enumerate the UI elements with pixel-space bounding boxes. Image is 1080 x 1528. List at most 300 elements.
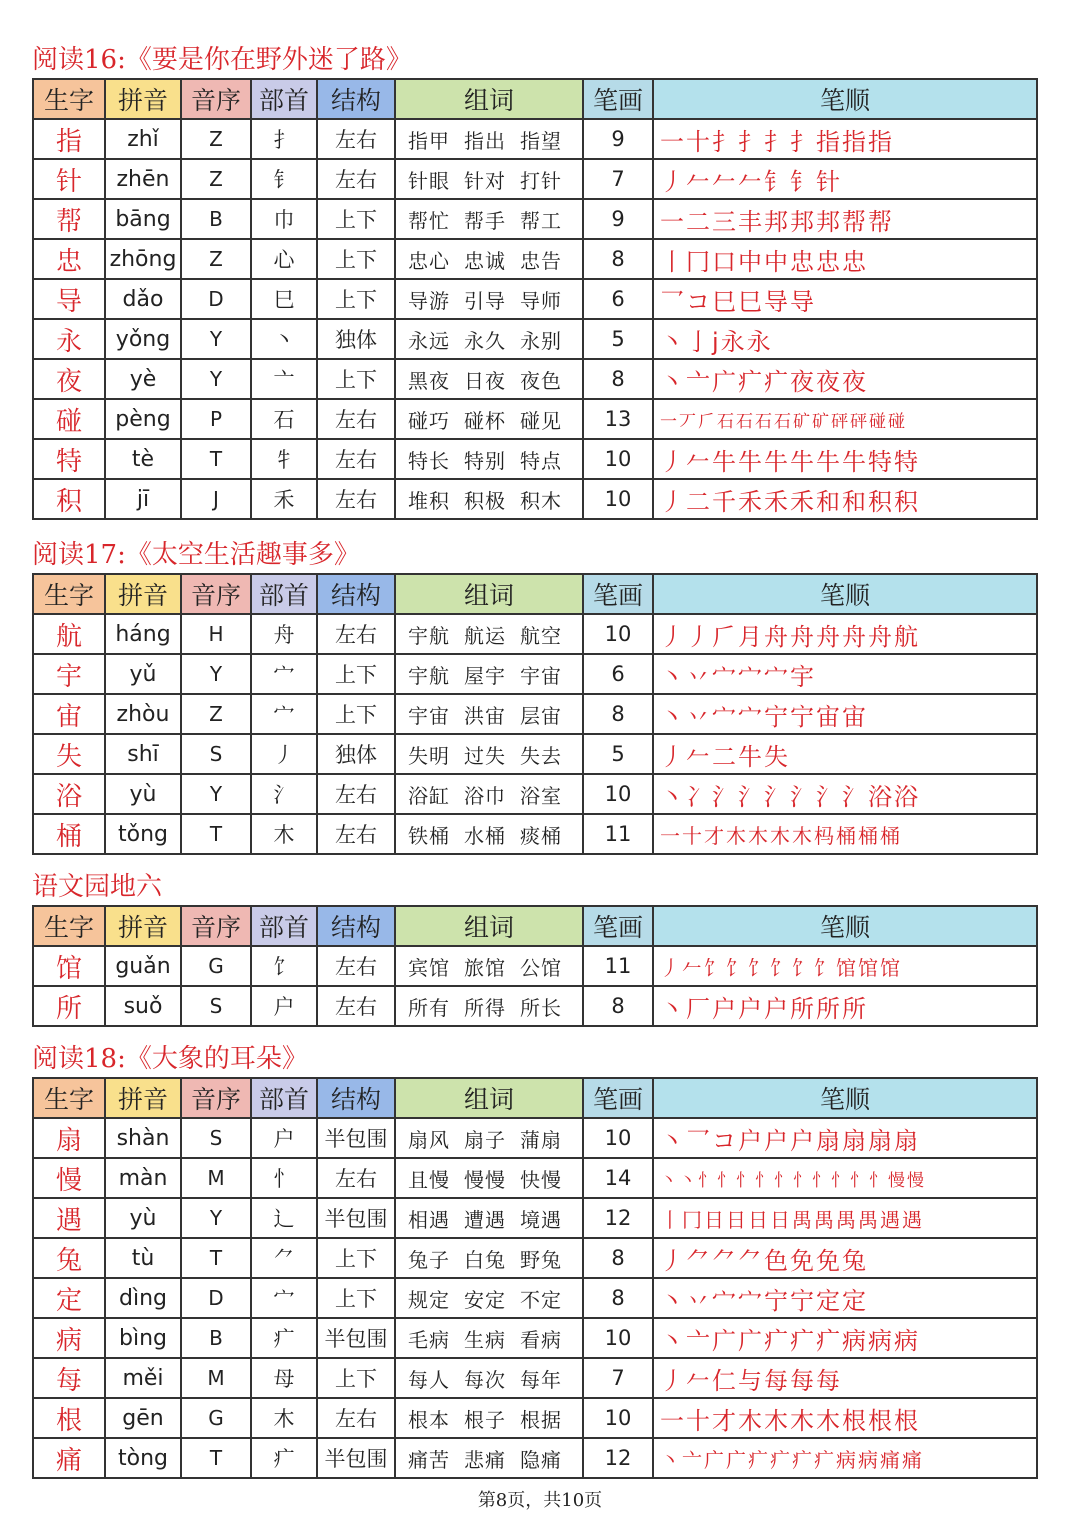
word: 夜色 xyxy=(520,368,562,393)
word: 航运 xyxy=(464,623,506,648)
stroke-step: 舟 xyxy=(868,622,892,651)
words-cell xyxy=(395,1398,583,1438)
structure-cell: 左右 xyxy=(317,1398,395,1438)
stroke-order-cell xyxy=(653,159,1037,199)
words-cell xyxy=(395,439,583,479)
header-char: 生字 xyxy=(33,1078,105,1118)
stroke-order-cell xyxy=(653,399,1037,439)
stroke-count-cell: 12 xyxy=(583,1438,653,1478)
stroke-order-cell xyxy=(653,946,1037,986)
stroke-step: 导 xyxy=(790,287,814,316)
stroke-step: 疒 xyxy=(792,1447,812,1472)
initial-cell: H xyxy=(181,614,251,654)
stroke-step: 邦 xyxy=(816,207,840,236)
stroke-step: 邦 xyxy=(764,207,788,236)
stroke-step: 疒 xyxy=(764,1326,788,1355)
initial-cell: S xyxy=(181,734,251,774)
structure-cell: 上下 xyxy=(317,239,395,279)
stroke-count-cell: 8 xyxy=(583,694,653,734)
stroke-step: ⺈ xyxy=(738,1246,762,1275)
word: 指望 xyxy=(520,128,562,153)
stroke-step: 巳 xyxy=(738,287,762,316)
header-stroke-order: 笔顺 xyxy=(653,906,1037,946)
stroke-step: 氵 xyxy=(790,782,814,811)
radical-cell: 户 xyxy=(251,1118,317,1158)
stroke-step: 舟 xyxy=(790,622,814,651)
stroke-step: 指 xyxy=(842,127,866,156)
stroke-step: 𠂉 xyxy=(686,167,710,196)
stroke-step: 牛 xyxy=(816,447,840,476)
header-initial: 音序 xyxy=(181,1078,251,1118)
words-cell xyxy=(395,1358,583,1398)
word: 所有 xyxy=(408,995,450,1020)
table-row xyxy=(33,1158,1037,1198)
stroke-step: 丷 xyxy=(686,1286,710,1315)
stroke-step: 𠂆 xyxy=(698,411,715,432)
stroke-step: 定 xyxy=(816,1286,840,1315)
stroke-step: 忄 xyxy=(831,1170,848,1191)
stroke-step: 牛 xyxy=(712,447,736,476)
stroke-step: 根 xyxy=(868,1406,892,1435)
radical-cell: 母 xyxy=(251,1358,317,1398)
stroke-step: 忄 xyxy=(698,1170,715,1191)
character-cell: 桶 xyxy=(33,814,105,854)
structure-cell: 上下 xyxy=(317,279,395,319)
pinyin-cell: suǒ xyxy=(105,986,181,1026)
words-cell xyxy=(395,694,583,734)
words-cell xyxy=(395,119,583,159)
pinyin-cell: màn xyxy=(105,1158,181,1198)
stroke-step: 宀 xyxy=(712,1286,736,1315)
table-row xyxy=(33,119,1037,159)
table-row xyxy=(33,439,1037,479)
table-row xyxy=(33,239,1037,279)
word: 境遇 xyxy=(520,1207,562,1232)
table-row xyxy=(33,614,1037,654)
word: 洪宙 xyxy=(464,703,506,728)
word: 积极 xyxy=(464,488,506,513)
stroke-step: 邦 xyxy=(790,207,814,236)
structure-cell: 半包围 xyxy=(317,1118,395,1158)
word: 引导 xyxy=(464,288,506,313)
radical-cell: 饣 xyxy=(251,946,317,986)
stroke-step: 扇 xyxy=(842,1126,866,1155)
pinyin-cell: pèng xyxy=(105,399,181,439)
words-cell xyxy=(395,359,583,399)
word: 兔子 xyxy=(408,1247,450,1272)
character-cell: 针 xyxy=(33,159,105,199)
stroke-step: 户 xyxy=(738,1126,762,1155)
stroke-order-cell xyxy=(653,1398,1037,1438)
stroke-step: 定 xyxy=(842,1286,866,1315)
stroke-step: 二 xyxy=(686,207,710,236)
stroke-step: 病 xyxy=(858,1447,878,1472)
radical-cell: 疒 xyxy=(251,1438,317,1478)
stroke-order-cell xyxy=(653,199,1037,239)
word: 碰见 xyxy=(520,408,562,433)
word: 失明 xyxy=(408,743,450,768)
character-cell: 失 xyxy=(33,734,105,774)
stroke-step: 丶 xyxy=(660,1170,677,1191)
character-cell: 航 xyxy=(33,614,105,654)
word: 日夜 xyxy=(464,368,506,393)
word: 黑夜 xyxy=(408,368,450,393)
character-cell: 指 xyxy=(33,119,105,159)
pinyin-cell: měi xyxy=(105,1358,181,1398)
word: 失去 xyxy=(520,743,562,768)
stroke-step: 广 xyxy=(704,1447,724,1472)
stroke-step: 忄 xyxy=(755,1170,772,1191)
stroke-order-cell xyxy=(653,654,1037,694)
stroke-step: 宁 xyxy=(764,702,788,731)
stroke-step: 木 xyxy=(816,1406,840,1435)
initial-cell: Y xyxy=(181,319,251,359)
stroke-order-cell xyxy=(653,319,1037,359)
table-row xyxy=(33,986,1037,1026)
stroke-count-cell: 13 xyxy=(583,399,653,439)
stroke-step: 丷 xyxy=(686,702,710,731)
header-radical: 部首 xyxy=(251,79,317,119)
stroke-step: 氵 xyxy=(842,782,866,811)
initial-cell: Z xyxy=(181,239,251,279)
header-pinyin: 拼音 xyxy=(105,906,181,946)
character-cell: 定 xyxy=(33,1278,105,1318)
radical-cell: 氵 xyxy=(251,774,317,814)
word: 根据 xyxy=(520,1407,562,1432)
character-cell: 浴 xyxy=(33,774,105,814)
stroke-step: 忄 xyxy=(869,1170,886,1191)
radical-cell: 巾 xyxy=(251,199,317,239)
header-stroke-count: 笔画 xyxy=(583,906,653,946)
header-stroke-count: 笔画 xyxy=(583,574,653,614)
stroke-count-cell: 8 xyxy=(583,1278,653,1318)
structure-cell: 左右 xyxy=(317,119,395,159)
header-char: 生字 xyxy=(33,906,105,946)
header-stroke-count: 笔画 xyxy=(583,1078,653,1118)
stroke-step: 疒 xyxy=(738,367,762,396)
initial-cell: S xyxy=(181,986,251,1026)
stroke-step: 巳 xyxy=(712,287,736,316)
word: 悲痛 xyxy=(464,1447,506,1472)
words-cell xyxy=(395,986,583,1026)
pinyin-cell: jī xyxy=(105,479,181,519)
pinyin-cell: dǎo xyxy=(105,279,181,319)
word: 痛苦 xyxy=(408,1447,450,1472)
stroke-step: 遇 xyxy=(902,1207,922,1232)
word: 浴巾 xyxy=(464,783,506,808)
stroke-step: 忄 xyxy=(850,1170,867,1191)
word: 所长 xyxy=(520,995,562,1020)
word: 根子 xyxy=(464,1407,506,1432)
stroke-order-cell xyxy=(653,986,1037,1026)
word: 宾馆 xyxy=(408,955,450,980)
word: 永远 xyxy=(408,328,450,353)
stroke-order-cell xyxy=(653,1198,1037,1238)
word: 每人 xyxy=(408,1367,450,1392)
stroke-order-cell xyxy=(653,774,1037,814)
stroke-step: 氵 xyxy=(764,782,788,811)
structure-cell: 左右 xyxy=(317,946,395,986)
table-header-row xyxy=(33,574,1037,614)
structure-cell: 半包围 xyxy=(317,1438,395,1478)
initial-cell: G xyxy=(181,946,251,986)
stroke-step: 特 xyxy=(868,447,892,476)
stroke-count-cell: 6 xyxy=(583,279,653,319)
stroke-order-cell xyxy=(653,439,1037,479)
stroke-step: 忠 xyxy=(816,247,840,276)
word: 指甲 xyxy=(408,128,450,153)
stroke-step: 扌 xyxy=(712,127,736,156)
stroke-step: 二 xyxy=(712,742,736,771)
stroke-step: 病 xyxy=(842,1326,866,1355)
stroke-step: 指 xyxy=(816,127,840,156)
word: 堆积 xyxy=(408,488,450,513)
words-cell xyxy=(395,654,583,694)
stroke-step: 疒 xyxy=(814,1447,834,1472)
pinyin-cell: zhòu xyxy=(105,694,181,734)
word: 碰杯 xyxy=(464,408,506,433)
words-cell xyxy=(395,1438,583,1478)
structure-cell: 独体 xyxy=(317,319,395,359)
header-initial: 音序 xyxy=(181,906,251,946)
character-cell: 导 xyxy=(33,279,105,319)
stroke-step: 馆 xyxy=(836,955,856,980)
stroke-step: 丿 xyxy=(660,167,684,196)
initial-cell: P xyxy=(181,399,251,439)
structure-cell: 半包围 xyxy=(317,1318,395,1358)
stroke-step: 丶 xyxy=(660,1286,684,1315)
initial-cell: T xyxy=(181,439,251,479)
word: 且慢 xyxy=(408,1167,450,1192)
stroke-step: 丶 xyxy=(660,782,684,811)
stroke-step: 亠 xyxy=(686,1326,710,1355)
character-cell: 每 xyxy=(33,1358,105,1398)
stroke-order-cell xyxy=(653,1278,1037,1318)
pinyin-cell: bìng xyxy=(105,1318,181,1358)
word: 铁桶 xyxy=(408,823,450,848)
character-table xyxy=(32,573,1038,855)
initial-cell: B xyxy=(181,1318,251,1358)
character-table xyxy=(32,905,1038,1027)
word: 快慢 xyxy=(520,1167,562,1192)
initial-cell: Z xyxy=(181,159,251,199)
stroke-step: 一 xyxy=(660,411,677,432)
stroke-order-cell xyxy=(653,1158,1037,1198)
word: 过失 xyxy=(464,743,506,768)
table-row xyxy=(33,1278,1037,1318)
stroke-step: 丶 xyxy=(660,327,684,356)
stroke-step: 忠 xyxy=(790,247,814,276)
table-row xyxy=(33,399,1037,439)
stroke-step: 每 xyxy=(816,1366,840,1395)
stroke-step: 浴 xyxy=(894,782,918,811)
stroke-count-cell: 9 xyxy=(583,199,653,239)
stroke-step: 禾 xyxy=(790,487,814,516)
stroke-step: 石 xyxy=(717,411,734,432)
pinyin-cell: tù xyxy=(105,1238,181,1278)
stroke-count-cell: 7 xyxy=(583,1358,653,1398)
stroke-step: 禺 xyxy=(836,1207,856,1232)
stroke-count-cell: 8 xyxy=(583,239,653,279)
stroke-step: 宀 xyxy=(764,662,788,691)
stroke-order-cell xyxy=(653,1318,1037,1358)
header-stroke-count: 笔画 xyxy=(583,79,653,119)
stroke-count-cell: 10 xyxy=(583,1118,653,1158)
stroke-step: 馆 xyxy=(858,955,878,980)
structure-cell: 上下 xyxy=(317,1358,395,1398)
character-cell: 特 xyxy=(33,439,105,479)
stroke-step: 丶 xyxy=(660,367,684,396)
stroke-step: 𠂉 xyxy=(682,955,702,980)
words-cell xyxy=(395,199,583,239)
character-cell: 夜 xyxy=(33,359,105,399)
stroke-step: 夜 xyxy=(790,367,814,396)
structure-cell: 左右 xyxy=(317,479,395,519)
stroke-step: 二 xyxy=(686,487,710,516)
stroke-step: 和 xyxy=(816,487,840,516)
character-cell: 遇 xyxy=(33,1198,105,1238)
radical-cell: 丶 xyxy=(251,319,317,359)
word: 白兔 xyxy=(464,1247,506,1272)
word: 帮忙 xyxy=(408,208,450,233)
stroke-step: 丶 xyxy=(660,994,684,1023)
words-cell xyxy=(395,1238,583,1278)
stroke-order-cell xyxy=(653,279,1037,319)
stroke-step: 牛 xyxy=(738,447,762,476)
stroke-step: 丿 xyxy=(686,622,710,651)
stroke-step: ⺈ xyxy=(712,1246,736,1275)
header-char: 生字 xyxy=(33,79,105,119)
stroke-step: 矿 xyxy=(793,411,810,432)
radical-cell: 宀 xyxy=(251,1278,317,1318)
radical-cell: 牜 xyxy=(251,439,317,479)
stroke-step: 与 xyxy=(738,1366,762,1395)
stroke-step: 免 xyxy=(790,1246,814,1275)
table-row xyxy=(33,1358,1037,1398)
stroke-step: 扇 xyxy=(868,1126,892,1155)
character-cell: 忠 xyxy=(33,239,105,279)
stroke-step: 钅 xyxy=(790,167,814,196)
stroke-order-cell xyxy=(653,614,1037,654)
character-cell: 根 xyxy=(33,1398,105,1438)
stroke-step: 丶 xyxy=(660,1326,684,1355)
stroke-step: 碰 xyxy=(888,411,905,432)
word: 碰巧 xyxy=(408,408,450,433)
words-cell xyxy=(395,946,583,986)
stroke-step: 木 xyxy=(792,823,812,848)
stroke-step: 宁 xyxy=(764,1286,788,1315)
stroke-step: 木 xyxy=(770,823,790,848)
table-row xyxy=(33,1118,1037,1158)
stroke-step: 乛 xyxy=(660,287,684,316)
stroke-count-cell: 11 xyxy=(583,814,653,854)
words-cell xyxy=(395,1278,583,1318)
character-cell: 扇 xyxy=(33,1118,105,1158)
character-table xyxy=(32,1077,1038,1479)
stroke-order-cell xyxy=(653,1118,1037,1158)
stroke-step: 日 xyxy=(726,1207,746,1232)
table-row xyxy=(33,694,1037,734)
table-row xyxy=(33,1198,1037,1238)
stroke-step: 牛 xyxy=(790,447,814,476)
character-cell: 病 xyxy=(33,1318,105,1358)
stroke-step: 一 xyxy=(660,823,680,848)
stroke-step: 𠂉 xyxy=(712,167,736,196)
stroke-step: 三 xyxy=(712,207,736,236)
page-footer: 第8页，共10页 xyxy=(477,1490,603,1511)
stroke-step: 中 xyxy=(764,247,788,276)
stroke-order-cell xyxy=(653,1238,1037,1278)
words-cell xyxy=(395,1118,583,1158)
word: 每次 xyxy=(464,1367,506,1392)
stroke-step: 宇 xyxy=(790,662,814,691)
initial-cell: B xyxy=(181,199,251,239)
header-pinyin: 拼音 xyxy=(105,574,181,614)
pinyin-cell: yǒng xyxy=(105,319,181,359)
structure-cell: 上下 xyxy=(317,654,395,694)
pinyin-cell: shī xyxy=(105,734,181,774)
stroke-step: 千 xyxy=(712,487,736,516)
stroke-step: 兔 xyxy=(842,1246,866,1275)
table-row xyxy=(33,946,1037,986)
character-cell: 痛 xyxy=(33,1438,105,1478)
stroke-step: 一 xyxy=(660,127,684,156)
stroke-count-cell: 8 xyxy=(583,359,653,399)
word: 针对 xyxy=(464,168,506,193)
table-header-row xyxy=(33,79,1037,119)
radical-cell: 户 xyxy=(251,986,317,1026)
stroke-step: 所 xyxy=(790,994,814,1023)
radical-cell: 木 xyxy=(251,1398,317,1438)
word: 帮手 xyxy=(464,208,506,233)
words-cell xyxy=(395,279,583,319)
stroke-step: 宁 xyxy=(790,1286,814,1315)
stroke-step: 一 xyxy=(660,207,684,236)
word: 根本 xyxy=(408,1407,450,1432)
structure-cell: 上下 xyxy=(317,199,395,239)
stroke-step: 病 xyxy=(894,1326,918,1355)
words-cell xyxy=(395,159,583,199)
stroke-step: 氵 xyxy=(738,782,762,811)
stroke-step: 广 xyxy=(726,1447,746,1472)
pinyin-cell: dìng xyxy=(105,1278,181,1318)
words-cell xyxy=(395,399,583,439)
stroke-step: 忄 xyxy=(736,1170,753,1191)
stroke-step: 𠂉 xyxy=(738,167,762,196)
stroke-step: 木 xyxy=(738,1406,762,1435)
stroke-step: 病 xyxy=(836,1447,856,1472)
stroke-step: 浴 xyxy=(868,782,892,811)
table-row xyxy=(33,1398,1037,1438)
word: 打针 xyxy=(520,168,562,193)
word: 慢慢 xyxy=(464,1167,506,1192)
stroke-step: 亠 xyxy=(682,1447,702,1472)
word: 水桶 xyxy=(464,823,506,848)
stroke-order-cell xyxy=(653,1438,1037,1478)
stroke-step: 木 xyxy=(726,823,746,848)
table-row xyxy=(33,1238,1037,1278)
stroke-step: 冂 xyxy=(682,1207,702,1232)
stroke-count-cell: 10 xyxy=(583,614,653,654)
stroke-step: 户 xyxy=(738,994,762,1023)
stroke-step: 和 xyxy=(842,487,866,516)
stroke-order-cell xyxy=(653,479,1037,519)
character-cell: 慢 xyxy=(33,1158,105,1198)
stroke-step: 忠 xyxy=(842,247,866,276)
radical-cell: 扌 xyxy=(251,119,317,159)
stroke-step: 宀 xyxy=(712,662,736,691)
stroke-step: 宀 xyxy=(712,702,736,731)
